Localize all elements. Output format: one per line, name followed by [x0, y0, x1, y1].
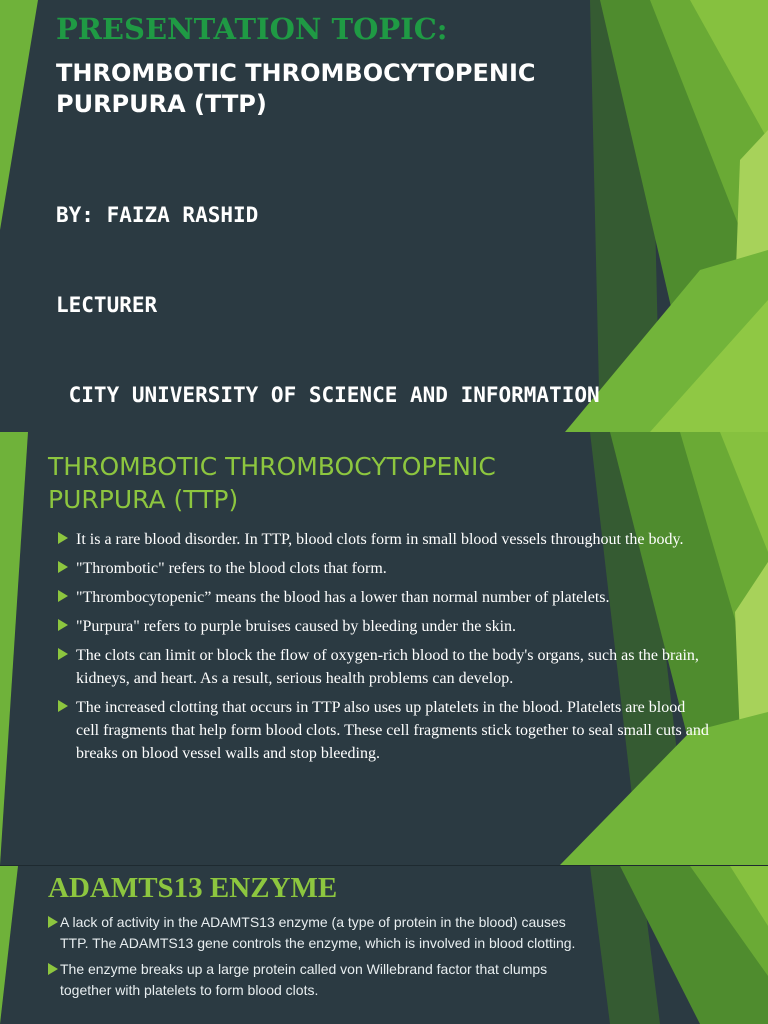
bullet-arrow-icon [58, 590, 68, 602]
list-item: The increased clotting that occurs in TTP also uses up platelets in the blood. Platelets are blood cell fragments that help form blood clots. These cell fragments stick together to seal small cuts and breaks on blood vessel walls and stop bleeding. [56, 696, 711, 765]
bullet-arrow-icon [58, 700, 68, 712]
bullet-arrow-icon [58, 619, 68, 631]
bullet-arrow-icon [58, 561, 68, 573]
title-line: THROMBOTIC THROMBOCYTOPENIC [56, 59, 536, 87]
slide-adamts13 [0, 866, 768, 1024]
slide-title [0, 0, 768, 432]
presentation-topic-label: PRESENTATION TOPIC: [56, 12, 448, 46]
author-name: BY: FAIZA RASHID [56, 203, 259, 227]
list-item: "Purpura" refers to purple bruises caused by bleeding under the skin. [56, 615, 711, 638]
bullet-list [56, 528, 711, 771]
list-item: The clots can limit or block the flow of oxygen-rich blood to the body's organs, such as the brain, kidneys, and heart. As a result, serious health problems can develop. [56, 644, 711, 690]
bullet-arrow-icon [58, 532, 68, 544]
author-info [56, 140, 600, 432]
slide-heading: ADAMTS13 ENZYME [48, 872, 338, 904]
heading-line: THROMBOTIC THROMBOCYTOPENIC [48, 452, 496, 481]
presentation-title [56, 58, 535, 120]
list-item: "Thrombocytopenic” means the blood has a lower than normal number of platelets. [56, 586, 711, 609]
list-item: The enzyme breaks up a large protein called von Willebrand factor that clumps together with platelets to form blood clots. [48, 959, 578, 1001]
title-line: PURPURA (TTP) [56, 90, 267, 118]
list-item: It is a rare blood disorder. In TTP, blood clots form in small blood vessels throughout the body. [56, 528, 711, 551]
list-item: "Thrombotic" refers to the blood clots that form. [56, 557, 711, 580]
list-item: A lack of activity in the ADAMTS13 enzyme (a type of protein in the blood) causes TTP. The ADAMTS13 gene controls the enzyme, which is involved in blood clotting. [48, 912, 578, 954]
author-role: LECTURER [56, 293, 158, 317]
bullet-list [48, 912, 578, 1006]
bullet-arrow-icon [48, 963, 58, 975]
heading-line: PURPURA (TTP) [48, 485, 239, 514]
slide-definition [0, 432, 768, 865]
author-institution: CITY UNIVERSITY OF SCIENCE AND INFORMATION [56, 383, 600, 407]
bullet-arrow-icon [48, 916, 58, 928]
bullet-arrow-icon [58, 648, 68, 660]
slide-heading [48, 450, 496, 516]
